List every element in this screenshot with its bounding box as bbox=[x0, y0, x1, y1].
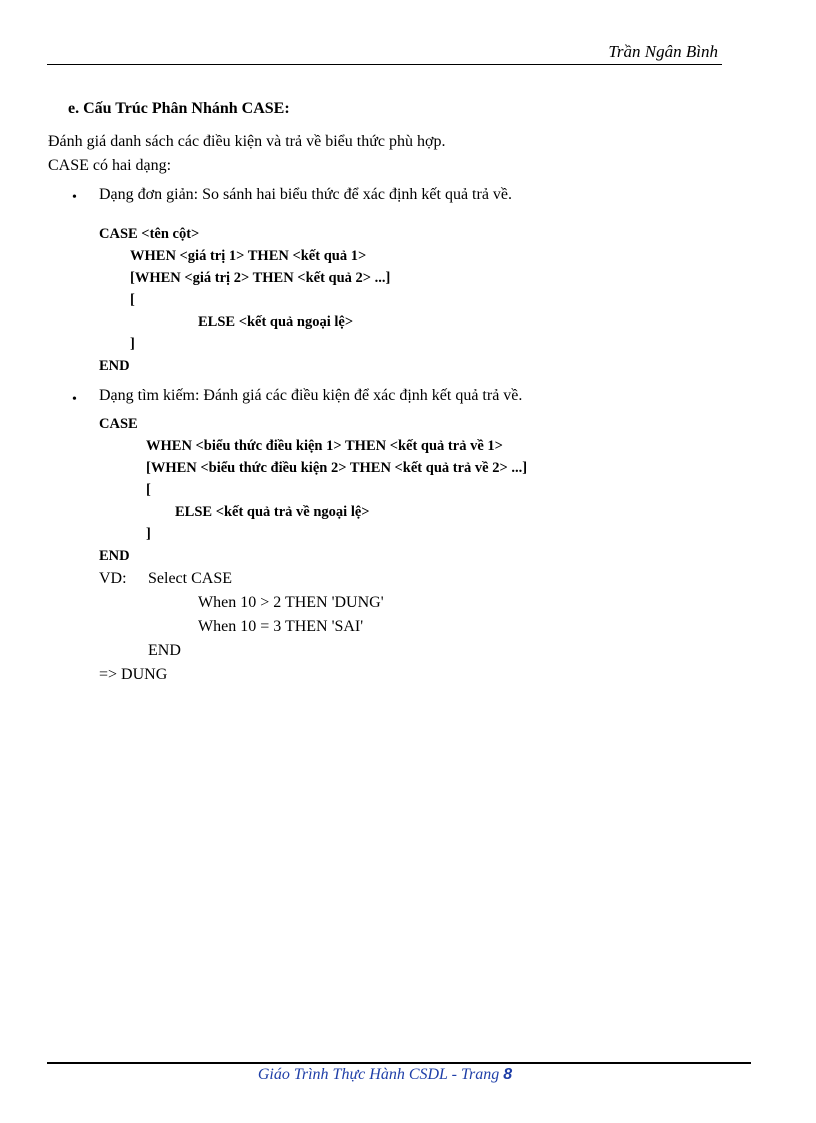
bullet-simple: • bbox=[72, 190, 77, 205]
section-title: e. Cấu Trúc Phân Nhánh CASE: bbox=[68, 100, 290, 117]
header-author: Trần Ngân Bình bbox=[608, 42, 718, 61]
searched-code-line: WHEN <biểu thức điều kiện 1> THEN <kết quả trả về 1> bbox=[146, 438, 503, 454]
searched-code-line: ELSE <kết quả trả về ngoại lệ> bbox=[175, 504, 370, 520]
simple-code-line: END bbox=[99, 358, 130, 374]
searched-code-line: ] bbox=[146, 526, 151, 542]
footer-title: Giáo Trình Thực Hành CSDL - Trang bbox=[257, 1066, 500, 1083]
example-line: When 10 = 3 THEN 'SAI' bbox=[198, 618, 364, 635]
forms-intro: CASE có hai dạng: bbox=[48, 157, 172, 174]
simple-code-line: CASE <tên cột> bbox=[99, 226, 200, 242]
footer-rule bbox=[47, 1062, 751, 1064]
bullet-searched: • bbox=[72, 392, 77, 407]
searched-code-line: END bbox=[99, 548, 130, 564]
section-intro: Đánh giá danh sách các điều kiện và trả về biểu thức phù hợp. bbox=[48, 133, 446, 150]
example-line: Select CASE bbox=[148, 570, 232, 587]
header-rule bbox=[47, 64, 722, 65]
simple-code-line: ] bbox=[130, 336, 135, 352]
searched-code-line: CASE bbox=[99, 416, 138, 432]
searched-code-line: [WHEN <biểu thức điều kiện 2> THEN <kết quả trả về 2> ...] bbox=[146, 460, 528, 476]
page-footer bbox=[0, 1066, 770, 1084]
simple-form-label: Dạng đơn giản: So sánh hai biểu thức để xác định kết quả trả về. bbox=[99, 186, 513, 203]
example-line: END bbox=[148, 642, 181, 659]
example-result: => DUNG bbox=[99, 666, 168, 683]
example-line: When 10 > 2 THEN 'DUNG' bbox=[198, 594, 384, 611]
searched-code-line: [ bbox=[146, 482, 151, 498]
simple-code-line: ELSE <kết quả ngoại lệ> bbox=[198, 314, 354, 330]
simple-code-line: WHEN <giá trị 1> THEN <kết quả 1> bbox=[130, 248, 367, 264]
simple-code-line: [WHEN <giá trị 2> THEN <kết quả 2> ...] bbox=[130, 270, 391, 286]
page-number: 8 bbox=[503, 1066, 513, 1083]
example-label: VD: bbox=[99, 570, 127, 587]
simple-code-line: [ bbox=[130, 292, 135, 308]
searched-form-label: Dạng tìm kiếm: Đánh giá các điều kiện để xác định kết quả trả về. bbox=[99, 387, 523, 404]
